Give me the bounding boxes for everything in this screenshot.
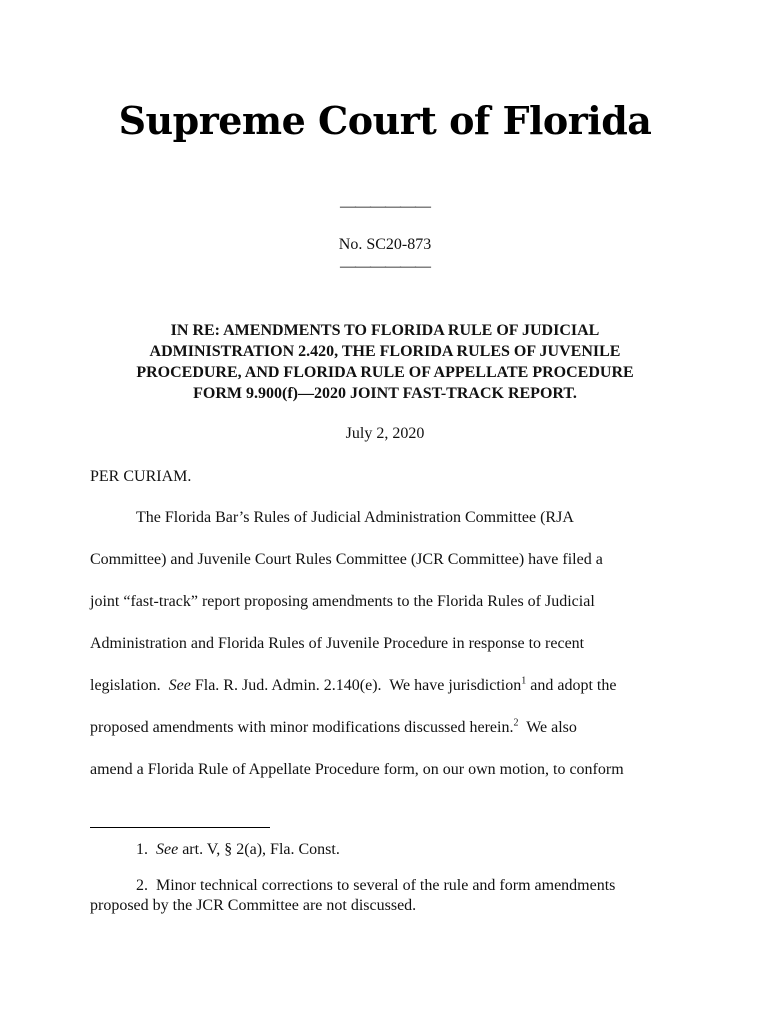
body-line: Committee) and Juvenile Court Rules Committee (JCR Committee) have filed a (90, 551, 603, 568)
citation-signal: See (168, 677, 191, 694)
body-text-segment: We also (518, 719, 577, 736)
caption-line: ADMINISTRATION 2.420, THE FLORIDA RULES OF JUVENILE (149, 343, 621, 360)
caption-line: FORM 9.900(f)—2020 JOINT FAST-TRACK REPORT. (193, 385, 577, 402)
footnote-line (90, 876, 680, 896)
body-text-segment: and adopt the (526, 677, 617, 694)
citation-signal: See (156, 841, 179, 858)
body-line: Administration and Florida Rules of Juvenile Procedure in response to recent (90, 635, 585, 652)
opinion-body (90, 508, 680, 802)
top-rule-line: —————— (340, 198, 430, 215)
footnote-1 (90, 840, 680, 860)
footnote-number: 2. (136, 877, 148, 894)
footnote-ref-2[interactable]: 2 (513, 717, 519, 729)
caption-line: IN RE: AMENDMENTS TO FLORIDA RULE OF JUDICIAL (170, 322, 600, 339)
body-line: The Florida Bar’s Rules of Judicial Administration Committee (RJA (136, 509, 574, 526)
case-caption (90, 320, 680, 404)
body-line: amend a Florida Rule of Appellate Procedure form, on our own motion, to conform (90, 761, 624, 778)
footnote-separator (90, 827, 270, 828)
court-title: Supreme Court of Florida (118, 98, 652, 143)
footnote-ref-1[interactable]: 1 (521, 675, 527, 687)
body-line (90, 676, 680, 718)
caption-line: PROCEDURE, AND FLORIDA RULE OF APPELLATE PROCEDURE (136, 364, 634, 381)
bottom-rule-line: —————— (340, 258, 430, 275)
footnote-text: art. V, § 2(a), Fla. Const. (178, 841, 340, 858)
citation-text: Fla. R. Jud. Admin. 2.140(e). We have jurisdiction (190, 677, 522, 694)
footnote-2 (90, 876, 680, 916)
decision-date: July 2, 2020 (345, 425, 425, 442)
footnote-text: Minor technical corrections to several of the rule and form amendments (156, 877, 616, 894)
body-line: joint “fast-track” report proposing amendments to the Florida Rules of Judicial (90, 593, 595, 610)
body-text-segment: proposed amendments with minor modifications discussed herein. (90, 719, 514, 736)
body-text-segment: legislation. (90, 677, 169, 694)
footnote-number: 1. (136, 841, 148, 858)
footnote-line: proposed by the JCR Committee are not discussed. (90, 897, 417, 914)
per-curiam-heading: PER CURIAM. (90, 468, 192, 485)
body-line (90, 718, 680, 760)
case-number: No. SC20-873 (338, 236, 432, 253)
